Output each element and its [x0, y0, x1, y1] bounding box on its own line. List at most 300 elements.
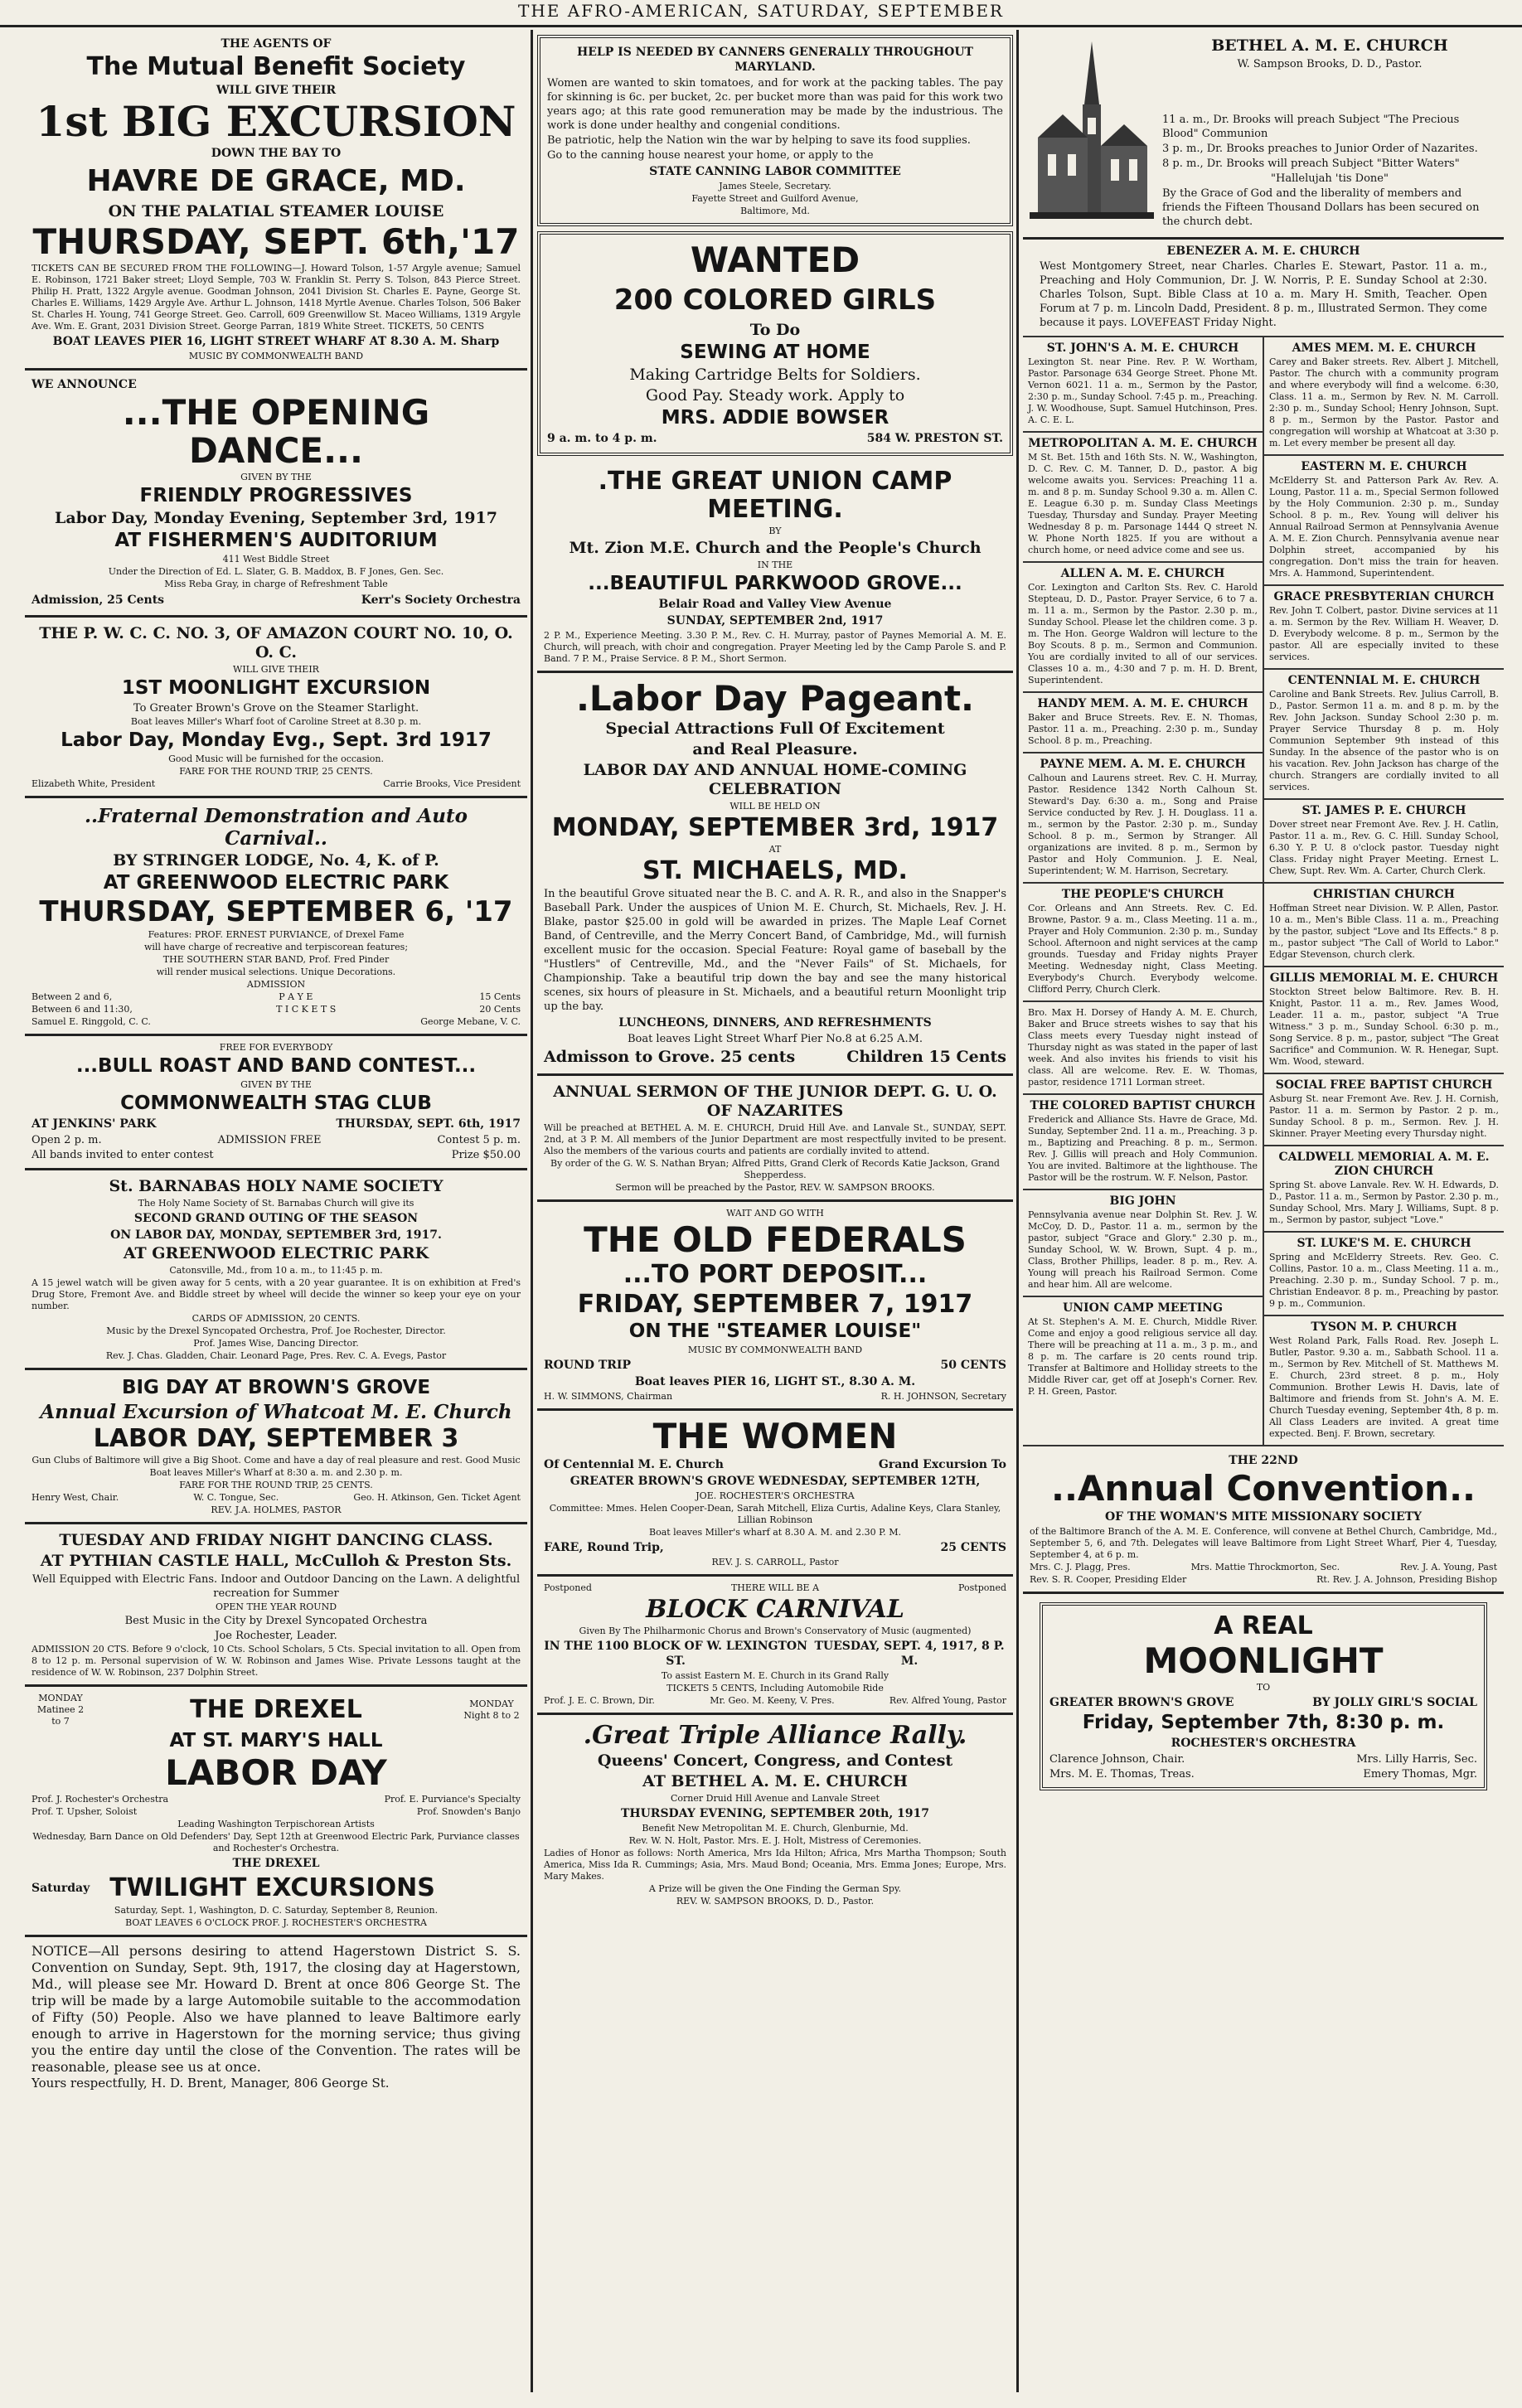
notice-body: NOTICE—All persons desiring to attend Hagerstown District S. S. Convention on Sunday, Sept. 9th, 1917, the closing day at Hagerstown, Md., will please see Mr. Howard D. Brent at once 806 George St. The trip will be made by a large Automobile suitable to the accommodation of Fifty (50) People. Also we have planned to leave Baltimore early enough to arrive in Hagerstown for the morning service; thus giving you the entire day until the close of the Convention. The rates will be reasonable, please see us at once.	[32, 1943, 521, 2075]
ad-line: AT BETHEL A. M. E. CHURCH	[642, 1772, 908, 1790]
ad-line: Good Music will be furnished for the occasion.	[168, 753, 384, 764]
church-name: GILLIS MEMORIAL M. E. CHURCH	[1269, 971, 1499, 985]
canners-notice	[537, 35, 1013, 226]
triple-alliance-ad	[537, 1715, 1013, 1913]
ad-headline: SEWING AT HOME	[680, 342, 870, 363]
ad-headline: THE OLD FEDERALS	[584, 1219, 967, 1260]
ad-line: GIVEN BY THE	[240, 472, 312, 482]
ad-line: MONDAY Matinee 2 to 7	[36, 1693, 85, 1727]
ad-line: Belair Road and Valley View Avenue	[658, 598, 892, 611]
ad-line: TUESDAY, SEPT. 4, 1917, 8 P. M.	[814, 1640, 1005, 1668]
ad-line: AT JENKINS' PARK	[32, 1117, 157, 1131]
hagerstown-notice	[25, 1937, 527, 2096]
ad-line: Mrs. C. J. Plagg, Pres.	[1030, 1562, 1131, 1572]
ad-line: FARE, Round Trip,	[544, 1541, 664, 1554]
church-directory-left	[1023, 337, 1264, 1445]
ad-line: A Prize will be given the One Finding the German Spy.	[648, 1883, 902, 1894]
ad-headline: THURSDAY, SEPTEMBER 6, '17	[39, 895, 513, 928]
church-name: ST. LUKE'S M. E. CHURCH	[1297, 1237, 1471, 1250]
ad-line: GREATER BROWN'S GROVE	[1049, 1696, 1234, 1709]
ad-line: LABOR DAY AND ANNUAL HOME-COMING CELEBRATION	[583, 761, 967, 798]
church-notice	[1264, 967, 1504, 1074]
ad-body: Be patriotic, help the Nation win the war by helping to save its food supplies.	[547, 134, 971, 147]
ad-line: H. W. SIMMONS, Chairman	[544, 1391, 673, 1402]
church-notice	[1264, 1316, 1504, 1445]
ad-line: Prof. T. Upsher, Soloist	[32, 1806, 138, 1817]
church-notice	[1264, 884, 1504, 967]
drexel-ad	[25, 1687, 527, 1937]
ad-headline: AT PYTHIAN CASTLE HALL, McCulloh & Preston Sts.	[40, 1552, 512, 1570]
ad-headline: ..Annual Convention..	[1051, 1468, 1476, 1509]
church-service: 11 a. m., Dr. Brooks will preach Subject "The Precious Blood" Communion	[1162, 114, 1460, 140]
ad-headline: ...THE OPENING DANCE...	[122, 392, 430, 471]
ad-line: Clarence Johnson, Chair.	[1049, 1753, 1185, 1766]
ad-line: MONDAY Night 8 to 2	[463, 1698, 520, 1721]
ad-headline: TUESDAY AND FRIDAY NIGHT DANCING CLASS.	[59, 1531, 493, 1549]
ad-line: BY JOLLY GIRL'S SOCIAL	[1312, 1696, 1477, 1709]
ad-line: Well Equipped with Electric Fans. Indoor and Outdoor Dancing on the Lawn. A delightful recreation for Summer	[32, 1573, 521, 1600]
ad-line: JOE. ROCHESTER'S ORCHESTRA	[696, 1490, 855, 1501]
ad-headline: ...TO PORT DEPOSIT...	[623, 1260, 928, 1289]
ad-headline: BLOCK CARNIVAL	[646, 1595, 904, 1624]
ad-line: ROCHESTER'S ORCHESTRA	[1171, 1737, 1356, 1750]
masthead: THE AFRO-AMERICAN, SATURDAY, SEPTEMBER	[0, 0, 1522, 27]
ad-line: Best Music in the City by Drexel Syncopated Orchestra	[124, 1615, 428, 1627]
ad-line: Rev. Alfred Young, Pastor	[889, 1695, 1006, 1706]
ad-line: Fayette Street and Guilford Avenue,	[691, 193, 859, 204]
church-notice	[1264, 1146, 1504, 1233]
ad-line: TICKETS 5 CENTS, Including Automobile Ride	[666, 1683, 884, 1693]
ad-line: will have charge of recreative and terpiscorean features;	[143, 942, 409, 952]
ad-headline: FRIDAY, SEPTEMBER 7, 1917	[577, 1290, 973, 1319]
ad-line: Baltimore, Md.	[740, 206, 810, 216]
ad-line: Mrs. M. E. Thomas, Treas.	[1049, 1768, 1195, 1781]
church-body: Cor. Orleans and Ann Streets. Rev. C. Ed. Browne, Pastor. 9 a. m., Class Meeting. 11 a. m., Prayer and Holy Communion. 2:30 p. m., Sunday School. Afternoon and night services at the camp grounds. Tuesday and Friday nights Prayer Meeting. Wednesday night, Class Meeting. Everybody's Church. Everybody welcome. Clifford Perry, Church Clerk.	[1028, 903, 1258, 995]
women-excursion-ad	[537, 1411, 1013, 1577]
ad-headline: LABOR DAY, SEPTEMBER 3	[93, 1424, 459, 1453]
ad-line: Gun Clubs of Baltimore will give a Big Shoot. Come and have a day of real pleasure and rest. Good Music	[32, 1455, 521, 1466]
ad-line: ON LABOR DAY, MONDAY, SEPTEMBER 3rd, 1917.	[110, 1228, 442, 1242]
church-notice	[1023, 1190, 1263, 1297]
ad-line: 584 W. PRESTON ST.	[866, 432, 1003, 445]
ad-line: Committee: Mmes. Helen Cooper-Dean, Sarah Mitchell, Eliza Curtis, Adaline Keys, Clara Stanley, Lillian Robinson	[549, 1503, 1001, 1525]
ad-line: Boat leaves Miller's Wharf foot of Caroline Street at 8.30 p. m.	[130, 716, 422, 727]
church-service: By the Grace of God and the liberality of members and friends the Fifteen Thousand Dollars has been secured on the church debt.	[1162, 187, 1480, 228]
st-barnabas-ad	[25, 1170, 527, 1370]
column-3	[1023, 30, 1504, 2392]
ad-line: ROUND TRIP	[544, 1359, 631, 1372]
ad-line: Carrie Brooks, Vice President	[383, 778, 521, 789]
church-service: "Hallelujah 'tis Done"	[1271, 172, 1389, 185]
ad-body: TICKETS CAN BE SECURED FROM THE FOLLOWING—J. Howard Tolson, 1-57 Argyle avenue; Samuel E. Robinson, 1721 Baker street; Lloyd Semple, 703 W. Franklin St. Perry S. Tolson, 843 Pierce Street. Philip H. Pratt, 1322 Argyle avenue. Goodman Johnson, 2041 Division St. Charles E. Payne, George St. Charles E. Williams, 1429 Argyle Ave. Arthur L. Johnson, 1418 Myrtle Avenue. Charles Tolson, 506 Baker St. Charles H. Young, 741 George Street. Geo. Carroll, 609 Greenwillow St. Maceo Williams, 1319 Argyle Ave. Wm. E. Grant, 2031 Division Street. George Parran, 1819 White Street. TICKETS, 50 CENTS	[32, 263, 521, 332]
ad-line: Boat leaves Light Street Wharf Pier No.8 at 6.25 A.M.	[627, 1033, 923, 1045]
ad-line: Prof. J. Rochester's Orchestra	[32, 1794, 169, 1805]
church-body: Lexington St. near Pine. Rev. P. W. Wortham, Pastor. Parsonage 634 George Street. Phone Mt. Vernon 6021. 11 a. m., Sermon by the Pastor, 2:30 p. m., Sunday School. 7:45 p. m., Preaching. J. W. Woodhouse, Supt. Samuel Hutchinson, Pres. A. C. E. L.	[1028, 356, 1258, 425]
column-1	[25, 30, 527, 2392]
ad-headline: THE WOMEN	[652, 1416, 898, 1456]
ad-body: Women are wanted to skin tomatoes, and for work at the packing tables. The pay for skinning is 6c. per bucket, 2c. per bucket more than was paid for this work two years ago; at this rate good remuneration may be made by the industrious. The work is done under healthy and congenial conditions.	[547, 77, 1003, 132]
church-engraving-icon	[1030, 38, 1154, 229]
church-name: SOCIAL FREE BAPTIST CHURCH	[1275, 1078, 1493, 1092]
ad-line: Admission, 25 Cents	[32, 594, 165, 607]
ad-headline: ANNUAL SERMON OF THE JUNIOR DEPT. G. U. O. OF NAZARITES	[553, 1083, 997, 1120]
ad-line: Kerr's Society Orchestra	[361, 594, 521, 607]
church-body: Spring and McElderry Streets. Rev. Geo. C. Collins, Pastor. 10 a. m., Class Meeting. 11 a. m., Preaching. 2.30 p. m., Sunday School. 7 p. m., Christian Endeavor. 8 p. m., Preaching by pastor. 9 p. m., Communion.	[1269, 1252, 1499, 1309]
ad-line: Of Centennial M. E. Church	[544, 1458, 724, 1471]
ad-headline: Friday, September 7th, 8:30 p. m.	[1082, 1712, 1445, 1733]
ad-line: DOWN THE BAY TO	[211, 147, 342, 160]
ad-headline: Labor Day, Monday Evg., Sept. 3rd 1917	[61, 729, 492, 751]
church-directory	[1023, 337, 1504, 1446]
ad-line: ADMISSION	[246, 979, 306, 990]
fraternal-carnival-ad	[25, 798, 527, 1036]
ad-line: 9 a. m. to 4 p. m.	[547, 432, 657, 445]
ad-line: Postponed	[958, 1582, 1006, 1593]
ad-line: GIVEN BY THE	[240, 1079, 312, 1090]
ad-line: FARE FOR THE ROUND TRIP, 25 CENTS.	[179, 766, 373, 777]
ad-line: Go to the canning house nearest your home, or apply to the	[547, 149, 874, 162]
mutual-benefit-ad	[25, 30, 527, 371]
ad-line: Prof. E. Purviance's Specialty	[384, 1794, 521, 1805]
moonlight-ad	[1040, 1602, 1487, 1790]
church-service: 3 p. m., Dr. Brooks preaches to Junior Order of Nazarites.	[1162, 143, 1478, 155]
church-notice	[1023, 337, 1263, 433]
ad-line: Elizabeth White, President	[32, 778, 156, 789]
church-body: Cor. Lexington and Carlton Sts. Rev. C. Harold Stepteau, D. D., Pastor. Prayer Service, 6 to 7 a. m. 11 a. m., Sermon by the Pastor. 2.30 p. m., Sunday School. Please let the children come. 3 p. m. The Hon. George Waldron will lecture to the Boy Scouts. 8 p. m., Sermon and Communion. You are cordially invited to all of our services. Classes 10 a. m., 4:30 and 7 p. m. H. D. Brent, Superintendent.	[1028, 582, 1258, 686]
ad-body: A 15 jewel watch will be given away for 5 cents, with a 20 year guarantee. It is on exhibition at Fred's Drug Store, Fremont Ave. and Biddle street by wheel will decide the winner so keep your eye on your number.	[32, 1277, 521, 1311]
church-body: West Montgomery Street, near Charles. Charles E. Stewart, Pastor. 11 a. m., Preaching and Holy Communion, Dr. J. W. Norris, P. E. Sunday School at 2:30. Charles Tolson, Supt. Bible Class at 10 a. m. Mary H. Smith, Teacher. Open Forum at 7 p. m. Lincoln Dadd, President. 8 p. m., Illustrated Sermon. They come because it pays. LOVEFEAST Friday Night.	[1040, 260, 1487, 329]
church-name: BETHEL A. M. E. CHURCH	[1211, 36, 1448, 55]
ad-line: FARE FOR THE ROUND TRIP, 25 CENTS.	[179, 1480, 373, 1490]
ad-line: Contest 5 p. m.	[437, 1134, 521, 1146]
church-body: Frederick and Alliance Sts. Havre de Grace, Md. Sunday, September 2nd. 11 a. m., Preaching. 3 p. m., Baptizing and Preaching. 8 p. m., Sermon. Rev. J. Gillis will preach and Holy Communion. You are invited. Baltimore at the lighthouse. The Pastor will be the rostrum. W. F. Nelson, Pastor.	[1028, 1114, 1258, 1183]
ad-line: WAIT AND GO WITH	[726, 1208, 824, 1219]
ad-line: OPEN THE YEAR ROUND	[215, 1601, 337, 1612]
bethel-church-notice	[1023, 30, 1504, 240]
church-notice	[1264, 800, 1504, 884]
ad-line: Mrs. Lilly Harris, Sec.	[1356, 1753, 1477, 1766]
church-notice	[1023, 693, 1263, 753]
ad-headline: AT FISHERMEN'S AUDITORIUM	[114, 530, 438, 551]
church-body: West Roland Park, Falls Road. Rev. Joseph L. Butler, Pastor. 9.30 a. m., Sabbath School. 11 a. m., Sermon by Rev. Mitchell of St. Matthews M. E. Church, 23rd street. 8 p. m., Holy Communion. Brother Lewis H. Davis, late of Baltimore and friends from St. John's A. M. E. Church Tuesday evening, September 4th, 8 p. m. All Class Leaders are invited. A great time expected. Benj. F. Brown, secretary.	[1269, 1335, 1499, 1439]
camp-meeting-ad	[537, 461, 1013, 673]
ad-line: Rt. Rev. J. A. Johnson, Presiding Bishop	[1316, 1574, 1497, 1585]
ad-headline: AT ST. MARY'S HALL	[169, 1730, 383, 1751]
ad-line: P A Y E	[279, 991, 313, 1002]
column-2	[537, 30, 1013, 2392]
browns-grove-ad	[25, 1370, 527, 1524]
ad-line: Boat leaves Miller's wharf at 8.30 A. M. and 2.30 P. M.	[648, 1527, 902, 1538]
ad-headline: TWILIGHT EXCURSIONS	[109, 1873, 435, 1902]
ad-line: Admisson to Grove. 25 cents	[544, 1048, 796, 1066]
nazarites-sermon-ad	[537, 1076, 1013, 1202]
ad-headline: The Mutual Benefit Society	[86, 52, 466, 81]
ad-body: of the Baltimore Branch of the A. M. E. Conference, will convene at Bethel Church, Cambridge, Md., September 5, 6, and 7th. Delegates will leave Baltimore from Light Street Wharf, Pier 4, Tuesday, September 4, at 6 p. m.	[1030, 1526, 1497, 1560]
church-name: HANDY MEM. A. M. E. CHURCH	[1037, 697, 1248, 710]
church-notice	[1023, 1095, 1263, 1190]
church-body: Hoffman Street near Division. W. P. Allen, Pastor. 10 a. m., Men's Bible Class. 11 a. m., Preaching by the pastor, subject "Love and Its Effects." 8 p. m., pastor subject "The Call of World to Labor." Edgar Stevenson, church clerk.	[1269, 903, 1499, 960]
ad-line: SUNDAY, SEPTEMBER 2nd, 1917	[666, 614, 884, 627]
ad-line: 25 CENTS	[940, 1541, 1006, 1554]
ad-headline: ..Fraternal Demonstration and Auto Carnival..	[85, 805, 468, 850]
block-carnival-ad	[537, 1577, 1013, 1715]
ad-line: WILL BE HELD ON	[729, 801, 821, 812]
ad-line: Under the Direction of Ed. L. Slater, G. B. Maddox, B. F Jones, Gen. Sec.	[108, 566, 444, 577]
ad-headline: MONDAY, SEPTEMBER 3rd, 1917	[551, 813, 999, 842]
ad-body: Ladies of Honor as follows: North America, Mrs Ida Hilton; Africa, Mrs Martha Thompson; South America, Miss Ida R. Cummings; Asia, Mrs. Maud Bond; Oceania, Mrs. Emma Jones; Europe, Mrs. Mary Makes.	[544, 1848, 1006, 1882]
church-notice	[1264, 670, 1504, 800]
ad-line: Saturday	[32, 1882, 90, 1895]
ad-headline: MOONLIGHT	[1143, 1640, 1384, 1681]
ad-line: Postponed	[544, 1582, 592, 1593]
ad-line: CARDS OF ADMISSION, 20 CENTS.	[191, 1313, 361, 1324]
church-name: CHRISTIAN CHURCH	[1313, 888, 1455, 901]
ad-line: AT	[768, 844, 782, 855]
ad-line: THE DREXEL	[232, 1857, 320, 1870]
ad-headline: ...BULL ROAST AND BAND CONTEST...	[75, 1055, 477, 1077]
church-name: THE COLORED BAPTIST CHURCH	[1030, 1099, 1256, 1112]
church-name: BIG JOHN	[1109, 1194, 1176, 1208]
church-name: PAYNE MEM. A. M. E. CHURCH	[1040, 758, 1246, 771]
ad-line: Labor Day, Monday Evening, September 3rd, 1917	[55, 509, 497, 527]
ad-headline: A REAL	[1214, 1611, 1313, 1640]
ad-line: Rev. J. Chas. Gladden, Chair. Leonard Page, Pres. Rev. C. A. Evegs, Pastor	[105, 1350, 447, 1361]
ad-line: MUSIC BY COMMONWEALTH BAND	[687, 1345, 863, 1355]
ad-line: Mt. Zion M.E. Church and the People's Church	[569, 539, 982, 557]
church-body: Rev. John T. Colbert, pastor. Divine services at 11 a. m. Sermon by the Rev. William H. Weaver, D. D. Everybody welcome. 8 p. m., Sermon by the pastor. All are especially invited to these services.	[1269, 605, 1499, 662]
ad-line: Special Attractions Full Of Excitement	[605, 719, 945, 738]
ad-line: REV. W. SAMPSON BROOKS, D. D., Pastor.	[676, 1896, 875, 1907]
ad-headline: St. BARNABAS HOLY NAME SOCIETY	[109, 1177, 444, 1195]
column-rule	[1016, 30, 1019, 2392]
ad-headline: 200 COLORED GIRLS	[613, 283, 937, 317]
ad-line: Queens' Concert, Congress, and Contest	[597, 1751, 953, 1770]
ad-line: LUNCHEONS, DINNERS, AND REFRESHMENTS	[618, 1016, 932, 1030]
ad-line: THURSDAY EVENING, SEPTEMBER 20th, 1917	[620, 1807, 930, 1820]
ad-headline: THE P. W. C. C. NO. 3, OF AMAZON COURT NO. 10, O. O. C.	[39, 624, 513, 661]
ad-line: Saturday, Sept. 1, Washington, D. C. Saturday, September 8, Reunion.	[114, 1905, 439, 1916]
ad-line: All bands invited to enter contest	[32, 1149, 214, 1161]
ad-line: REV. J. S. CARROLL, Pastor	[711, 1557, 839, 1567]
ad-headline: .THE GREAT UNION CAMP MEETING.	[598, 467, 952, 524]
ad-headline: Annual Excursion of Whatcoat M. E. Church	[40, 1401, 512, 1423]
church-name: METROPOLITAN A. M. E. CHURCH	[1028, 437, 1258, 450]
ad-line: R. H. JOHNSON, Secretary	[880, 1391, 1006, 1402]
church-directory-right	[1264, 337, 1504, 1445]
ad-headline: FRIENDLY PROGRESSIVES	[139, 485, 413, 506]
ad-headline: ON THE "STEAMER LOUISE"	[628, 1320, 922, 1342]
ad-line: 20 Cents	[479, 1004, 521, 1015]
ad-line: To Greater Brown's Grove on the Steamer Starlight.	[133, 702, 419, 715]
ad-line: Open 2 p. m.	[32, 1134, 102, 1146]
ad-headline: THE DREXEL	[190, 1695, 362, 1724]
ad-line: THE 22ND	[1229, 1454, 1298, 1467]
ad-headline: HAVRE DE GRACE, MD.	[86, 164, 466, 198]
ad-line: and Real Pleasure.	[692, 740, 858, 758]
church-name: ALLEN A. M. E. CHURCH	[1060, 567, 1225, 580]
ad-line: THERE WILL BE A	[730, 1582, 820, 1593]
church-notice	[1264, 1074, 1504, 1146]
ad-line: WILL GIVE THEIR	[216, 84, 337, 97]
ad-headline: ...BEAUTIFUL PARKWOOD GROVE...	[588, 573, 962, 594]
church-notice	[1023, 1297, 1263, 1403]
ad-line: Mr. Geo. M. Keeny, V. Pres.	[710, 1695, 835, 1706]
church-notice	[1264, 456, 1504, 586]
ad-line: ON THE PALATIAL STEAMER LOUISE	[108, 202, 444, 220]
annual-convention-ad	[1023, 1446, 1504, 1594]
ad-line: GREATER BROWN'S GROVE WEDNESDAY, SEPTEMBER 12TH,	[570, 1475, 981, 1488]
ad-line: BY	[768, 526, 782, 536]
church-body: Pennsylvania avenue near Dolphin St. Rev. J. W. McCoy, D. D., Pastor. 11 a. m., sermon by the pastor, subject "Grace and Glory." 2.30 p. m., Sunday School, W. W. Brown, Supt. 4 p. m., Class, Brother Phillips, leader. 8 p. m., Rev. A. Young will preach his Railroad Sermon. Come and hear him. All are welcome.	[1028, 1209, 1258, 1290]
ad-headline: HELP IS NEEDED BY CANNERS GENERALLY THROUGHOUT MARYLAND.	[577, 46, 973, 74]
church-name: GRACE PRESBYTERIAN CHURCH	[1273, 590, 1495, 603]
church-name: EBENEZER A. M. E. CHURCH	[1166, 245, 1360, 258]
ad-line: Good Pay. Steady work. Apply to	[645, 386, 905, 405]
ad-headline: .Labor Day Pageant.	[575, 678, 975, 719]
ad-line: Prof. J. E. C. Brown, Dir.	[544, 1695, 655, 1706]
church-name: ST. JAMES P. E. CHURCH	[1301, 804, 1466, 817]
ad-body: 2 P. M., Experience Meeting. 3.30 P. M., Rev. C. H. Murray, pastor of Paynes Memorial A. M. E. Church, will preach, with choir and congregation. Prayer Meeting led by the Camp Parole S. and P. Band. 7 P. M., Praise Service. 8 P. M., Short Sermon.	[544, 630, 1006, 664]
ad-line: Samuel E. Ringgold, C. C.	[32, 1016, 151, 1027]
ad-line: ADMISSION FREE	[217, 1134, 322, 1146]
notice-signature: Yours respectfully, H. D. Brent, Manager, 806 George St.	[32, 2076, 390, 2091]
ad-body: ADMISSION 20 CTS. Before 9 o'clock, 10 Cts. School Scholars, 5 Cts. Special invitation to all. Open from 8 to 12 p. m. Personal supervision of W. W. Robinson and James Wise. Private Lessons taught at the residence of W. W. Robinson, 237 Dolphin Street.	[32, 1644, 521, 1678]
ad-line: Leading Washington Terpischorean Artists	[177, 1819, 375, 1829]
ad-line: 411 West Biddle Street	[222, 554, 330, 564]
ad-line: Benefit New Metropolitan M. E. Church, Glenburnie, Md.	[642, 1823, 909, 1834]
church-name: TYSON M. P. CHURCH	[1311, 1320, 1457, 1334]
church-notice	[1023, 563, 1263, 693]
church-notice	[1023, 753, 1263, 884]
ad-line: Boat leaves Miller's Wharf at 8:30 a. m. and 2.30 p. m.	[149, 1467, 403, 1478]
church-name: THE PEOPLE'S CHURCH	[1061, 888, 1224, 901]
ad-line: THE SOUTHERN STAR BAND, Prof. Fred Pinder	[162, 954, 390, 965]
ad-line: Emery Thomas, Mgr.	[1363, 1768, 1477, 1781]
church-body: Caroline and Bank Streets. Rev. Julius Carroll, B. D., Pastor. Sermon 11 a. m. and 8 p. m. by the Rev. John Jackson. Sunday School 2:30 p. m. Prayer Service Thursday 8 p. m. Holy Communion September 9th instead of this Sunday. In the absence of the pastor who is on his vacation. Rev. John Jackson has charge of the church. Strangers are cordially invited to all services.	[1269, 689, 1499, 792]
ad-line: George Mebane, V. C.	[420, 1016, 521, 1027]
ad-headline: 1ST MOONLIGHT EXCURSION	[121, 677, 431, 699]
column-rule	[531, 30, 533, 2392]
ad-line: Music by the Drexel Syncopated Orchestra, Prof. Joe Rochester, Director.	[106, 1325, 446, 1336]
ad-line: Rev. W. N. Holt, Pastor. Mrs. E. J. Holt, Mistress of Ceremonies.	[628, 1835, 922, 1846]
ad-line: Features: PROF. ERNEST PURVIANCE, of Drexel Fame	[148, 929, 405, 940]
church-name: ST. JOHN'S A. M. E. CHURCH	[1046, 342, 1239, 355]
ad-line: 50 CENTS	[940, 1359, 1006, 1372]
ad-line: James Steele, Secretary.	[719, 181, 831, 191]
church-name: CALDWELL MEMORIAL A. M. E. ZION CHURCH	[1278, 1151, 1490, 1178]
ad-line: By order of the G. W. S. Nathan Bryan; Alfred Pitts, Grand Clerk of Records Katie Jackson, Grand Shepperdess.	[550, 1158, 1000, 1180]
ad-line: Prof. James Wise, Dancing Director.	[193, 1338, 359, 1349]
church-notice	[1264, 337, 1504, 456]
church-body: Calhoun and Laurens street. Rev. C. H. Murray, Pastor. Residence 1342 North Calhoun St. Steward's Day. 6:30 a. m., Song and Praise Service conducted by Rev. J. H. Douglass. 11 a. m., sermon by the Pastor. 2:30 p. m., Sunday School. 8 p. m., Sermon by Stranger. All organizations are invited. 8 p. m., Sermon by Pastor and Holy Communion. J. E. Neal, Superintendent; W. M. Harrison, Secretary.	[1028, 773, 1258, 876]
ad-body: Will be preached at BETHEL A. M. E. CHURCH, Druid Hill Ave. and Lanvale St., SUNDAY, SEPT. 2nd, at 3 P. M. All members of the Junior Department are most respectfully invited to be present. Also the members of the various courts and patients are cordially invited to attend.	[544, 1122, 1006, 1156]
church-body: M St. Bet. 15th and 16th Sts. N. W., Washington, D. C. Rev. C. M. Tanner, D. D., pastor. A big welcome awaits you. Services: Preaching 11 a. m. and 8 p. m. Sunday School 9.30 a. m. Allen C. E. League 6.30 p. m. Sunday Class Meetings Tuesday, Thursday and Sunday. Prayer Meeting Wednesday 8 p. m. Parsonage 1444 Q street N. W. Phone North 1825. If you are without a church home, or need advice come and see us.	[1028, 452, 1258, 555]
ad-line: will render musical selections. Unique Decorations.	[156, 967, 396, 977]
ad-line: TO	[1256, 1682, 1271, 1693]
ad-headline: 1st BIG EXCURSION	[36, 97, 516, 146]
ad-line: AT GREENWOOD ELECTRIC PARK	[123, 1244, 429, 1262]
church-body: Spring St. above Lanvale. Rev. W. H. Edwards, D. D., Pastor. 11 a. m., Sermon by Pastor. 2.30 p. m., Sunday School, Mrs. Mary J. Williams, Supt. 8 p. m., Sermon by pastor, subject "Love."	[1269, 1180, 1499, 1225]
church-name: UNION CAMP MEETING	[1063, 1301, 1223, 1315]
ad-headline: COMMONWEALTH STAG CLUB	[120, 1093, 432, 1114]
ad-line: Corner Druid Hill Avenue and Lanvale Street	[671, 1793, 880, 1804]
church-notice	[1264, 1233, 1504, 1316]
church-body: Asburg St. near Fremont Ave. Rev. J. H. Cornish, Pastor. 11 a. m. Sermon by Pastor. 2 p. m., Sunday School. 8 p. m., Sermon. Rev. J. H. Skinner. Prayer Meeting every Thursday night.	[1269, 1093, 1499, 1139]
ad-line: Geo. H. Atkinson, Gen. Ticket Agent	[353, 1492, 521, 1503]
ad-line: Making Cartridge Belts for Soldiers.	[629, 366, 921, 384]
ad-line: Mrs. Mattie Throckmorton, Sec.	[1190, 1562, 1340, 1572]
church-body: Baker and Bruce Streets. Rev. E. N. Thomas, Pastor. 11 a. m., Preaching. 2:30 p. m., Sunday School. 8 p. m., Preaching.	[1028, 712, 1258, 746]
church-body: Dover street near Fremont Ave. Rev. J. H. Catlin, Pastor. 11 a. m., Rev. G. C. Hill. Sunday School, 6.30 Y. P. U. 8 o'clock pastor. Tuesday night Class. Friday night Prayer Meeting. Ernest L. Chew, Supt. Rev. Wm. A. Carter, Church Clerk.	[1269, 819, 1499, 876]
old-federals-ad	[537, 1202, 1013, 1411]
ad-line: T I C K E T S	[276, 1004, 337, 1015]
ad-line: THE AGENTS OF	[221, 37, 332, 51]
ad-line: BY STRINGER LODGE, No. 4, K. of P.	[113, 851, 439, 870]
pythian-dancing-ad	[25, 1524, 527, 1687]
pwcc-moonlight-ad	[25, 618, 527, 798]
church-notice	[1264, 586, 1504, 670]
ad-line: 15 Cents	[479, 991, 521, 1002]
church-body: Carey and Baker streets. Rev. Albert J. Mitchell, Pastor. The church with a community program and where everybody will find a welcome. 6:30, Class. 11 a. m., Sermon by Rev. N. M. Carroll. 2:30 p. m., Sunday School; Henry Johnson, Supt. 8 p. m., Sermon by the Pastor. Pastor and congregation will worship at Whatcoat at 3:30 p. m. Let every member be present all day.	[1269, 356, 1499, 448]
ad-headline: THURSDAY, SEPT. 6th,'17	[32, 221, 520, 262]
ad-line: Wednesday, Barn Dance on Old Defenders' Day, Sept 12th at Greenwood Electric Park, Purviance classes and Rochester's Orchestra.	[32, 1831, 520, 1853]
ad-line: Children 15 Cents	[846, 1048, 1006, 1066]
ad-headline: LABOR DAY	[165, 1752, 387, 1793]
bull-roast-ad	[25, 1036, 527, 1170]
ad-line: Catonsville, Md., from 10 a. m., to 11:45 p. m.	[169, 1265, 383, 1276]
ad-line: WE ANNOUNCE	[32, 378, 137, 391]
ad-line: Between 6 and 11:30,	[32, 1004, 133, 1015]
ad-line: To assist Eastern M. E. Church in its Grand Rally	[661, 1670, 889, 1681]
church-notice	[1023, 884, 1263, 1002]
ad-line: IN THE	[757, 560, 793, 570]
ad-line: Sermon will be preached by the Pastor, REV. W. SAMPSON BROOKS.	[615, 1182, 935, 1193]
church-notice	[1023, 1002, 1263, 1095]
opening-dance-ad	[25, 371, 527, 618]
ad-headline: ST. MICHAELS, MD.	[642, 856, 908, 885]
ad-line: WILL GIVE THEIR	[233, 664, 319, 675]
ad-headline: BIG DAY AT BROWN'S GROVE	[121, 1377, 431, 1398]
church-name: CENTENNIAL M. E. CHURCH	[1287, 674, 1481, 687]
ad-line: BOAT LEAVES PIER 16, LIGHT STREET WHARF AT 8.30 A. M. Sharp	[52, 335, 500, 348]
ad-line: STATE CANNING LABOR COMMITTEE	[649, 165, 901, 178]
ad-line: The Holy Name Society of St. Barnabas Church will give its	[138, 1198, 414, 1209]
ad-line: THURSDAY, SEPT. 6th, 1917	[336, 1117, 521, 1131]
ad-line: Given By The Philharmonic Chorus and Brown's Conservatory of Music (augmented)	[579, 1626, 972, 1636]
ad-line: Rev. S. R. Cooper, Presiding Elder	[1030, 1574, 1187, 1585]
church-name: EASTERN M. E. CHURCH	[1301, 460, 1467, 473]
ad-headline: WANTED	[690, 240, 860, 280]
ad-body: In the beautiful Grove situated near the B. C. and A. R. R., and also in the Snapper's Baseball Park. Under the auspices of Union M. E. Church, St. Michaels, Rev. J. H. Blake, pastor $25.00 in gold will be awarded in prizes. The Maple Leaf Cornet Band, of Centreville, and the Merry Concert Band, of Cambridge, Md., will furnish excellent music for the occasion. Special Feature: Royal game of baseball by the "Hustlers" of Centreville, Md., and the "Never Fails" of St. Michaels, for Championship. Take a beautiful trip down the bay and see the many historical scenes, six hours of pleasure in St. Michaels, and a beautiful return Moonlight trip up the bay.	[544, 888, 1006, 1013]
ad-line: Boat leaves PIER 16, LIGHT ST., 8.30 A. M.	[634, 1375, 916, 1388]
ad-line: Prof. Snowden's Banjo	[416, 1806, 521, 1817]
ad-line: W. C. Tongue, Sec.	[193, 1492, 279, 1503]
church-notice	[1023, 433, 1263, 563]
church-pastor: W. Sampson Brooks, D. D., Pastor.	[1237, 58, 1423, 70]
church-name: AMES MEM. M. E. CHURCH	[1292, 342, 1476, 355]
labor-day-pageant-ad	[537, 673, 1013, 1076]
ad-headline: .Great Triple Alliance Rally.	[583, 1721, 967, 1750]
ad-line: BOAT LEAVES 6 O'CLOCK PROF. J. ROCHESTER'S ORCHESTRA	[125, 1917, 427, 1928]
ad-line: IN THE 1100 BLOCK OF W. LEXINGTON ST.	[544, 1640, 807, 1668]
ad-line: REV. J.A. HOLMES, PASTOR	[211, 1504, 342, 1515]
church-body: Bro. Max H. Dorsey of Handy A. M. E. Church, Baker and Bruce streets wishes to say that his Class meets every Tuesday night instead of Thursday night as was stated in the paper of last week. And also invites his friends to visit his class. All are welcome. Rev. E. W. Thomas, pastor, residence 1711 Lorman street.	[1028, 1007, 1258, 1088]
ad-line: SECOND GRAND OUTING OF THE SEASON	[133, 1212, 419, 1225]
ad-line: Grand Excursion To	[878, 1458, 1006, 1471]
ad-line: Rev. J. A. Young, Past	[1400, 1562, 1497, 1572]
ad-line: Joe Rochester, Leader.	[215, 1630, 337, 1642]
ad-line: Miss Reba Gray, in charge of Refreshment Table	[164, 579, 388, 589]
